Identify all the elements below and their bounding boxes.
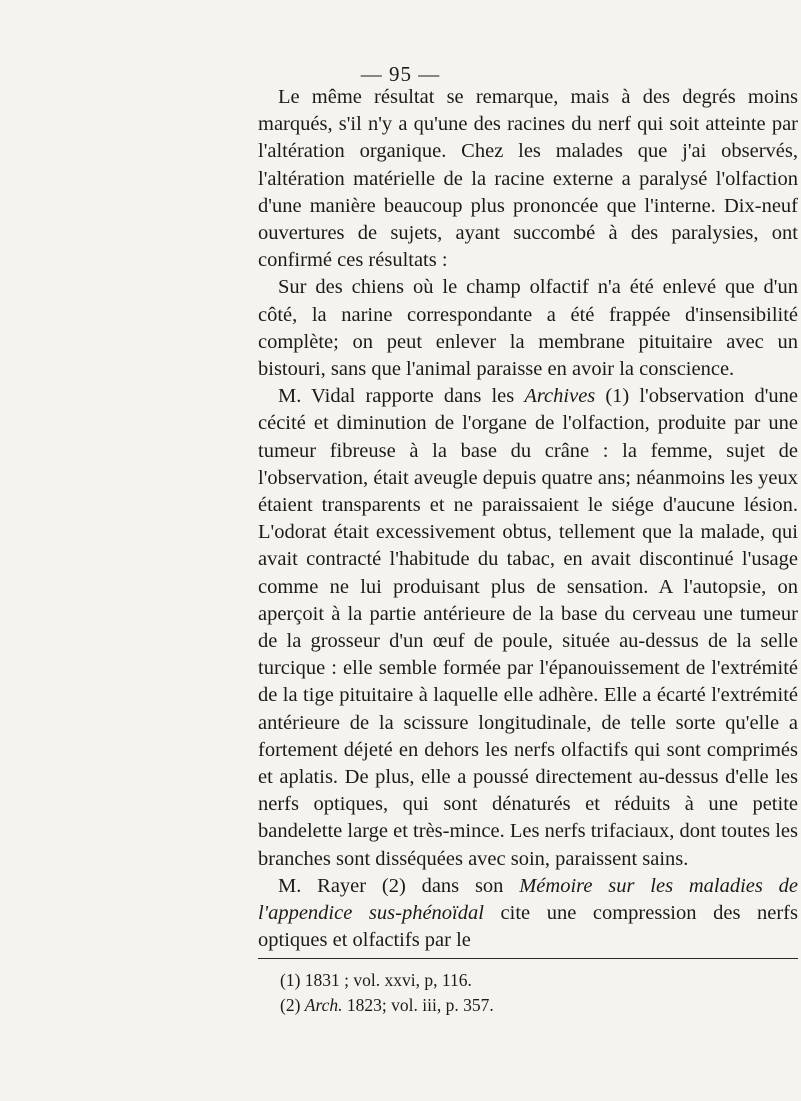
paragraph-1: Le même résultat se remarque, mais à des degrés moins marqués, s'il n'y a qu'une des racines du nerf qui soit atteinte par l'altération organique. Chez les malades que j'ai observés, l'altération matérielle de la racine externe a paralysé l'olfaction d'une manière beaucoup plus prononcée que l'interne. Dix-neuf ouvertures de sujets, ayant succombé à des paralysies, ont confirmé ces résultats :	[258, 86, 798, 272]
footnote-2-text: 1823; vol. iii, p. 357.	[342, 995, 494, 1015]
paragraph-2: Sur des chiens où le champ olfactif n'a été enlevé que d'un côté, la narine correspondante a été frappée d'insensibilité complète; on peut enlever la membrane pituitaire avec un bistouri, sans que l'animal paraisse en avoir la conscience.	[258, 276, 798, 381]
footnote-1	[280, 968, 780, 993]
footnote-2	[280, 993, 780, 1018]
footnote-2-mark: (2)	[280, 995, 301, 1015]
footnote-1-text: 1831 ; vol. xxvi, p, 116.	[300, 970, 472, 990]
paragraph-3-text-end: (1) l'observation d'une cécité et diminution de l'organe de l'olfaction, produite par une tumeur fibreuse à la base du crâne : la femme, sujet de l'observation, était aveugle depuis quatre ans; néanmoins les yeux étaient transparents et ne paraissaient le siége d'aucune lésion. L'odorat était excessivement obtus, tellement que la malade, qui avait contracté l'habitude du tabac, en avait discontinué l'usage comme ne lui produisant plus de sensation. A l'autopsie, on aperçoit à la partie antérieure de la base du cerveau une tumeur de la grosseur d'un œuf de poule, située au-dessus de la selle turcique : elle semble formée par l'épanouissement de l'extrémité de la tige pituitaire à laquelle elle adhère. Elle a écarté l'extrémité antérieure de la scissure longitudinale, de telle sorte qu'elle a fortement déjeté en dehors les nerfs olfactifs qui sont comprimés et aplatis. De plus, elle a poussé directement au-dessus d'elle les nerfs optiques, qui sont dénaturés et réduits à une petite bandelette large et très-mince. Les nerfs trifaciaux, dont toutes les branches sont disséquées avec soin, paraissent sains.	[258, 385, 798, 870]
archives-title: Archives	[524, 385, 596, 408]
footnote-2-abbr: Arch.	[304, 995, 343, 1015]
paragraph-3	[258, 383, 798, 873]
footnote-1-mark: (1)	[280, 970, 301, 990]
main-text	[258, 84, 798, 955]
paragraph-4	[258, 873, 798, 955]
memoire-title: Mémoire sur les maladies de l'appendice sus-phénoïdal	[258, 874, 798, 925]
paragraph-4-text-start: M. Rayer (2) dans son	[278, 874, 520, 897]
page-number: — 95 —	[360, 62, 441, 86]
paragraph-4-text-end: cite une compression des nerfs optiques et olfactifs par le	[258, 902, 798, 952]
footnotes	[280, 968, 780, 1018]
footnote-divider	[258, 958, 798, 959]
paragraph-3-text-start: M. Vidal rapporte dans les	[278, 385, 525, 408]
